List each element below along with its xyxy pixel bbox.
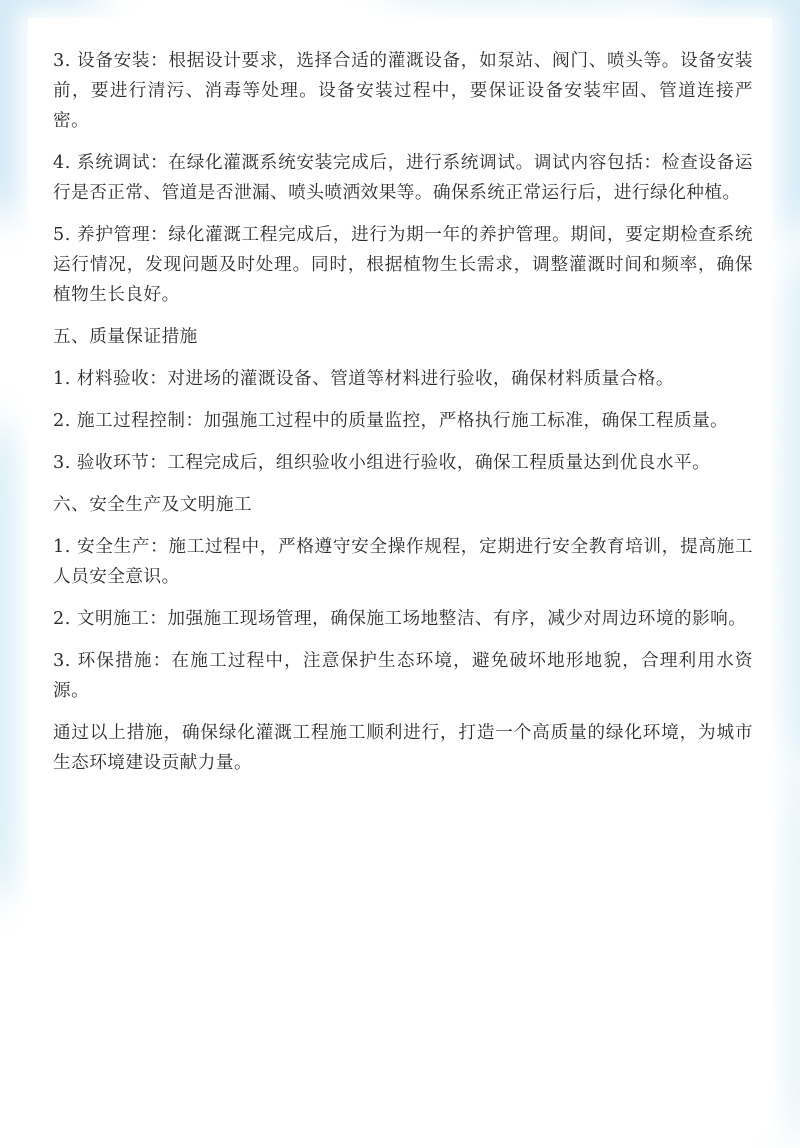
section-heading-quality-assurance: 五、质量保证措施 [53, 327, 198, 347]
paragraph-acceptance-stage: 3. 验收环节：工程完成后，组织验收小组进行验收，确保工程质量达到优良水平。 [53, 453, 711, 473]
paragraph-system-debugging: 4. 系统调试：在绿化灌溉系统安装完成后，进行系统调试。调试内容包括：检查设备运行是否正常、管道是否泄漏、喷头喷洒效果等。确保系统正常运行后，进行绿化种植。 [53, 153, 753, 203]
paragraph-civilized-construction: 2. 文明施工：加强施工现场管理，确保施工场地整洁、有序，减少对周边环境的影响。 [53, 609, 747, 629]
paragraph-process-control: 2. 施工过程控制：加强施工过程中的质量监控，严格执行施工标准，确保工程质量。 [53, 411, 729, 431]
section-heading-safety-civilized-construction: 六、安全生产及文明施工 [53, 495, 253, 515]
paragraph-conclusion: 通过以上措施，确保绿化灌溉工程施工顺利进行，打造一个高质量的绿化环境，为城市生态环境建设贡献力量。 [53, 723, 753, 773]
document-body [53, 46, 753, 790]
paragraph-maintenance-management: 5. 养护管理：绿化灌溉工程完成后，进行为期一年的养护管理。期间，要定期检查系统运行情况，发现问题及时处理。同时，根据植物生长需求，调整灌溉时间和频率，确保植物生长良好。 [53, 225, 753, 305]
paragraph-environmental-measures: 3. 环保措施：在施工过程中，注意保护生态环境，避免破坏地形地貌，合理利用水资源。 [53, 651, 753, 701]
paragraph-material-acceptance: 1. 材料验收：对进场的灌溉设备、管道等材料进行验收，确保材料质量合格。 [53, 369, 674, 389]
paragraph-safe-production: 1. 安全生产：施工过程中，严格遵守安全操作规程，定期进行安全教育培训，提高施工人员安全意识。 [53, 537, 753, 587]
paragraph-equipment-installation: 3. 设备安装：根据设计要求，选择合适的灌溉设备，如泵站、阀门、喷头等。设备安装前，要进行清污、消毒等处理。设备安装过程中，要保证设备安装牢固、管道连接严密。 [53, 51, 753, 131]
